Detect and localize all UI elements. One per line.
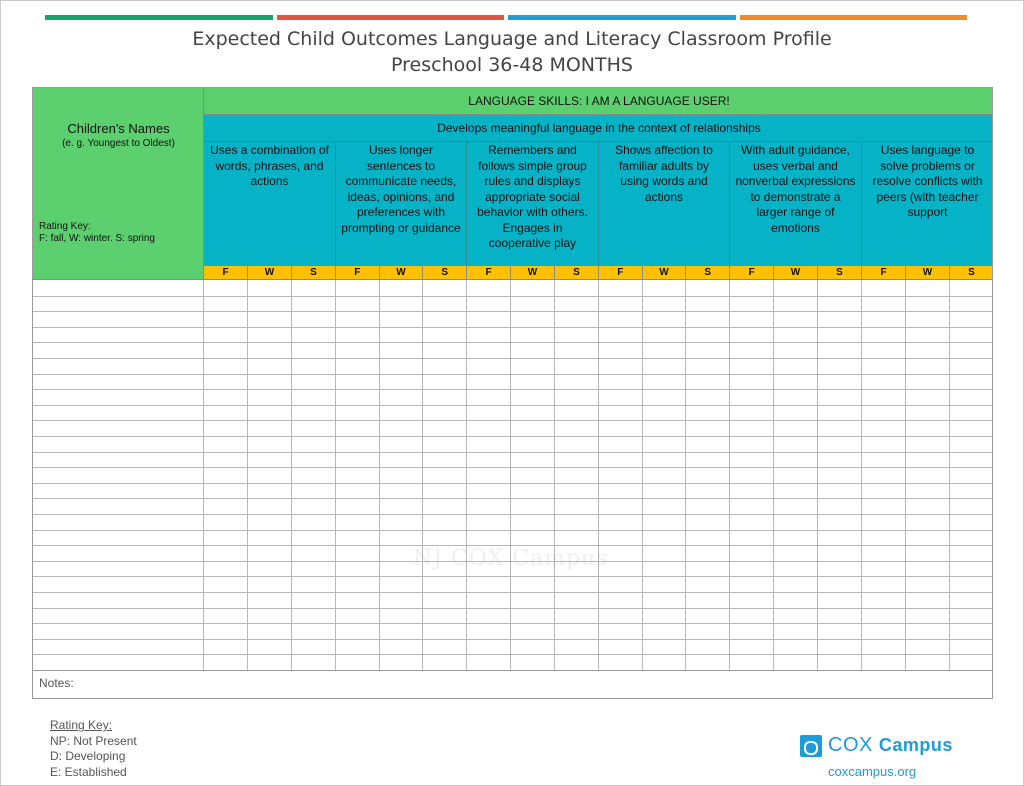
table-column-divider (642, 280, 643, 670)
season-header-cell: W (380, 266, 424, 280)
table-column-divider (379, 280, 380, 670)
table-column-divider (817, 280, 818, 670)
skill-header-3: Remembers and follows simple group rules and displays appropriate social behavior with others. Engages in cooperative play (467, 142, 599, 266)
inline-rating-key-title: Rating Key: (39, 221, 91, 232)
color-bar-blue (508, 15, 736, 20)
rating-key-item: NP: Not Present (50, 733, 137, 748)
season-header-cell: W (248, 266, 292, 280)
table-row-divider (33, 623, 993, 624)
table-row-divider (33, 389, 993, 390)
inline-rating-key-text: F: fall, W: winter. S: spring (39, 233, 155, 244)
skill-header-6: Uses language to solve problems or resolve conflicts with peers (with teacher support (862, 142, 993, 266)
title-line-2: Preschool 36-48 MONTHS (391, 54, 633, 76)
skill-header-4: Shows affection to familiar adults by using words and actions (599, 142, 730, 266)
season-header-cell: W (643, 266, 687, 280)
names-header: Children's Names (67, 121, 170, 136)
season-header-cell: S (686, 266, 730, 280)
table-column-divider (861, 280, 862, 670)
table-row-divider (33, 654, 993, 655)
season-header-cell: F (730, 266, 774, 280)
notes-field[interactable]: Notes: (33, 670, 992, 699)
logo-brand-cox: COX (828, 734, 873, 756)
rating-key (50, 718, 137, 780)
table-column-divider (203, 280, 204, 670)
table-row-divider (33, 452, 993, 453)
table-row-divider (33, 576, 993, 577)
table-column-divider (598, 280, 599, 670)
table-column-divider (949, 280, 950, 670)
table-row-divider (33, 374, 993, 375)
table-column-divider (335, 280, 336, 670)
table-row-divider (33, 358, 993, 359)
table-column-divider (554, 280, 555, 670)
season-header-cell: W (774, 266, 818, 280)
table-row-divider (33, 311, 993, 312)
watermark: NJ COX Campus (413, 546, 609, 571)
table-column-divider (729, 280, 730, 670)
table-column-divider (247, 280, 248, 670)
page-title (0, 26, 1024, 78)
table-row-divider (33, 608, 993, 609)
season-header-cell: S (818, 266, 862, 280)
skill-header-1: Uses a combination of words, phrases, and actions (204, 142, 336, 266)
names-subheader: (e. g. Youngest to Oldest) (62, 138, 175, 149)
table-column-divider (905, 280, 906, 670)
season-header-cell: S (423, 266, 467, 280)
table-column-divider (291, 280, 292, 670)
table-column-divider (773, 280, 774, 670)
logo-wordmark (828, 734, 953, 757)
cox-campus-logo (800, 734, 953, 757)
rating-key-title: Rating Key: (50, 718, 113, 732)
table-row-divider (33, 467, 993, 468)
season-header-cell: W (906, 266, 950, 280)
rating-key-item: E: Established (50, 764, 127, 779)
season-header-cell: S (292, 266, 336, 280)
table-row-divider (33, 436, 993, 437)
table-column-divider (510, 280, 511, 670)
color-bar-red (277, 15, 505, 20)
names-header-cell (33, 88, 204, 280)
classroom-profile-table (32, 87, 993, 699)
table-row-divider (33, 592, 993, 593)
season-header-cell: F (599, 266, 643, 280)
table-row-divider (33, 483, 993, 484)
season-header-cell: W (511, 266, 555, 280)
season-header-cell: S (555, 266, 599, 280)
color-bar-green (45, 15, 273, 20)
season-header-cell: F (204, 266, 248, 280)
table-column-divider (685, 280, 686, 670)
rating-key-item: D: Developing (50, 749, 126, 763)
skill-header-2: Uses longer sentences to communicate needs, ideas, opinions, and preferences with prompting or guidance (336, 142, 467, 266)
table-row-divider (33, 420, 993, 421)
logo-url: coxcampus.org (828, 764, 917, 779)
table-column-divider (466, 280, 467, 670)
open-book-icon (800, 735, 822, 757)
table-row-divider (33, 530, 993, 531)
table-row-divider (33, 405, 993, 406)
top-color-bars (45, 15, 967, 20)
title-line-1: Expected Child Outcomes Language and Literacy Classroom Profile (192, 28, 832, 50)
color-bar-orange (740, 15, 968, 20)
table-row-divider (33, 498, 993, 499)
table-column-divider (422, 280, 423, 670)
season-header-cell: F (862, 266, 906, 280)
logo-brand-campus: Campus (878, 735, 953, 755)
season-header-cell: F (336, 266, 380, 280)
season-header-cell: S (950, 266, 993, 280)
season-header-cell: F (467, 266, 511, 280)
table-row-divider (33, 327, 993, 328)
table-row-divider (33, 342, 993, 343)
table-row-divider (33, 296, 993, 297)
relationships-band: Develops meaningful language in the context of relationships (204, 115, 993, 142)
table-row-divider (33, 639, 993, 640)
table-row-divider (33, 514, 993, 515)
inline-rating-key (39, 221, 155, 245)
skill-header-5: With adult guidance, uses verbal and nonverbal expressions to demonstrate a larger range of emotions (730, 142, 862, 266)
language-skills-band: LANGUAGE SKILLS: I AM A LANGUAGE USER! (204, 88, 993, 115)
